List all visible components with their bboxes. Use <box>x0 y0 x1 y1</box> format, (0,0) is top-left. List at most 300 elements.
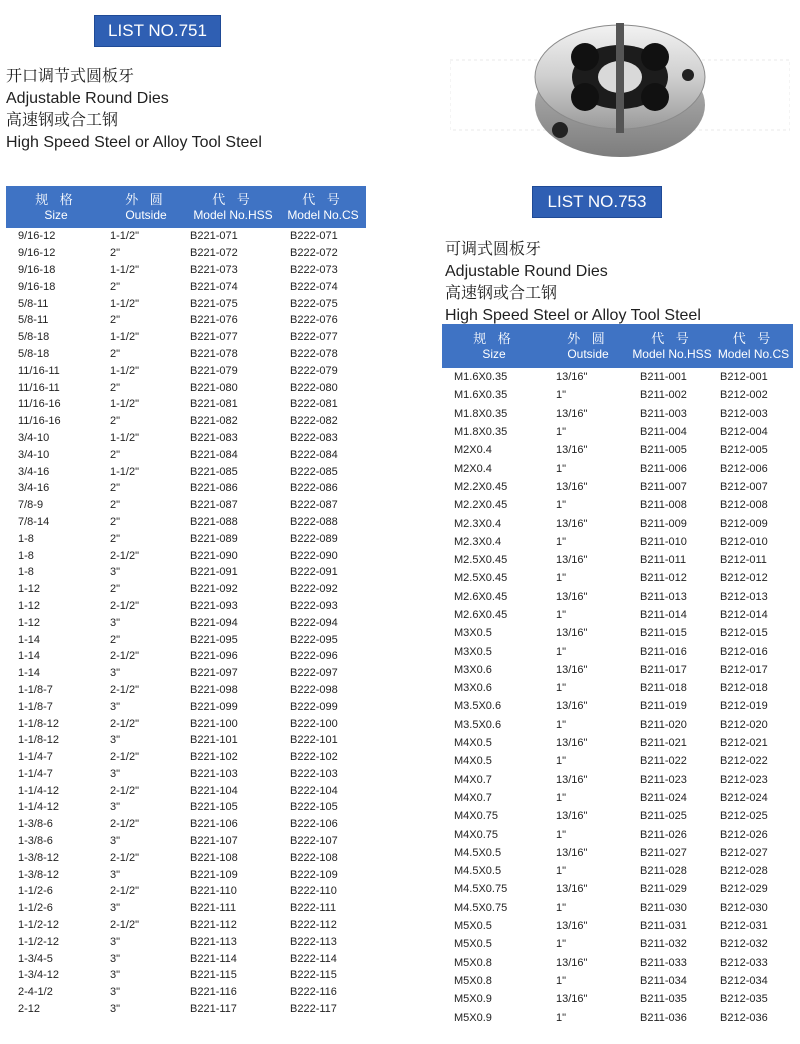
model-hss-cell: B211-010 <box>640 535 687 548</box>
table-row <box>442 862 793 880</box>
size-cell: M2.5X0.45 <box>454 572 508 585</box>
model-cs-cell: B222-079 <box>290 364 338 377</box>
table-row <box>442 844 793 862</box>
table-row <box>6 446 366 463</box>
model-hss-cell: B221-109 <box>190 868 238 881</box>
outside-cell: 1" <box>556 828 567 841</box>
model-hss-cell: B211-032 <box>640 938 687 951</box>
model-hss-cell: B221-087 <box>190 499 238 512</box>
model-cs-cell: B222-105 <box>290 801 338 814</box>
model-cs-cell: B222-103 <box>290 767 338 780</box>
model-hss-cell: B221-072 <box>190 247 238 260</box>
outside-cell: 3" <box>110 835 121 848</box>
model-cs-cell: B222-072 <box>290 247 338 260</box>
size-cell: 1-1/2-6 <box>18 902 53 915</box>
model-cs-cell: B222-108 <box>290 851 338 864</box>
model-cs-cell: B212-035 <box>720 993 768 1006</box>
outside-cell: 3" <box>110 566 121 579</box>
model-cs-cell: B212-015 <box>720 627 768 640</box>
size-cell: M4.5X0.75 <box>454 883 508 896</box>
outside-cell: 2" <box>110 415 121 428</box>
table-row <box>6 682 366 699</box>
size-cell: M4X0.5 <box>454 737 492 750</box>
model-cs-cell: B222-083 <box>290 431 338 444</box>
size-cell: 11/16-11 <box>18 364 60 377</box>
model-cs-cell: B222-092 <box>290 583 338 596</box>
table-row <box>6 950 366 967</box>
table-row <box>442 642 793 660</box>
model-cs-cell: B212-023 <box>720 773 768 786</box>
model-cs-cell: B212-003 <box>720 407 768 420</box>
model-cs-cell: B222-106 <box>290 818 338 831</box>
model-hss-cell: B221-076 <box>190 314 238 327</box>
table-row <box>442 441 793 459</box>
model-hss-cell: B211-024 <box>640 791 687 804</box>
outside-cell: 2" <box>110 633 121 646</box>
table-row <box>6 581 366 598</box>
model-hss-cell: B221-077 <box>190 331 238 344</box>
model-hss-cell: B211-013 <box>640 590 687 603</box>
model-hss-cell: B221-082 <box>190 415 238 428</box>
size-cell: M5X0.8 <box>454 974 492 987</box>
model-cs-cell: B222-078 <box>290 347 338 360</box>
table-row <box>6 833 366 850</box>
outside-cell: 3" <box>110 986 121 999</box>
model-cs-cell: B222-097 <box>290 667 338 680</box>
table-row <box>6 564 366 581</box>
list-753-material-en: High Speed Steel or Alloy Tool Steel <box>445 307 701 324</box>
table-row <box>6 732 366 749</box>
model-cs-cell: B222-094 <box>290 616 338 629</box>
outside-cell: 3" <box>110 935 121 948</box>
outside-cell: 1" <box>556 865 567 878</box>
table-row <box>442 496 793 514</box>
table-row <box>442 990 793 1008</box>
model-cs-cell: B212-004 <box>720 426 768 439</box>
model-hss-cell: B221-073 <box>190 263 238 276</box>
header-size: 规 格 Size <box>6 186 106 228</box>
outside-cell: 2-1/2" <box>110 851 139 864</box>
outside-cell: 13/16" <box>556 663 588 676</box>
table-row <box>6 866 366 883</box>
model-hss-cell: B211-012 <box>640 572 687 585</box>
size-cell: M1.8X0.35 <box>454 426 508 439</box>
table-row <box>6 883 366 900</box>
outside-cell: 1" <box>556 426 567 439</box>
model-cs-cell: B222-112 <box>290 919 337 932</box>
model-cs-cell: B212-014 <box>720 609 768 621</box>
table-row <box>442 697 793 715</box>
model-hss-cell: B221-083 <box>190 431 238 444</box>
size-cell: M1.8X0.35 <box>454 407 508 420</box>
outside-cell: 3" <box>110 1003 121 1016</box>
size-cell: 1-8 <box>18 532 34 545</box>
model-hss-cell: B211-021 <box>640 737 687 750</box>
model-hss-cell: B221-097 <box>190 667 238 680</box>
model-cs-cell: B212-027 <box>720 846 768 859</box>
size-cell: 1-12 <box>18 583 41 596</box>
size-cell: 2-12 <box>18 1003 41 1016</box>
outside-cell: 13/16" <box>556 371 588 384</box>
model-hss-cell: B211-002 <box>640 389 687 402</box>
model-hss-cell: B221-094 <box>190 616 238 629</box>
table-row <box>442 734 793 752</box>
model-hss-cell: B221-111 <box>190 902 237 915</box>
table-row <box>6 984 366 1001</box>
table-row <box>6 480 366 497</box>
model-hss-cell: B211-023 <box>640 773 687 786</box>
size-cell: M5X0.9 <box>454 1011 492 1024</box>
outside-cell: 3" <box>110 902 121 915</box>
model-cs-cell: B212-022 <box>720 755 768 768</box>
model-cs-cell: B222-107 <box>290 835 338 848</box>
table-row <box>442 569 793 587</box>
outside-cell: 13/16" <box>556 627 588 640</box>
size-cell: M4X0.75 <box>454 810 499 823</box>
table-row <box>6 1001 366 1018</box>
model-hss-cell: B211-005 <box>640 444 687 457</box>
model-hss-cell: B221-074 <box>190 280 238 293</box>
size-cell: M2.2X0.45 <box>454 480 508 493</box>
outside-cell: 13/16" <box>556 407 588 420</box>
table-header-row <box>6 186 366 228</box>
table-row <box>442 935 793 953</box>
model-hss-cell: B211-027 <box>640 846 687 859</box>
model-cs-cell: B212-011 <box>720 554 767 567</box>
table-row <box>6 782 366 799</box>
model-cs-cell: B212-007 <box>720 480 768 493</box>
header-outside: 外 圆 Outside <box>106 186 186 228</box>
outside-cell: 13/16" <box>556 993 588 1006</box>
size-cell: M3X0.6 <box>454 682 492 695</box>
model-cs-cell: B212-029 <box>720 883 768 896</box>
outside-cell: 3" <box>110 616 121 629</box>
size-cell: 1-1/2-12 <box>18 935 59 948</box>
model-hss-cell: B211-020 <box>640 718 687 731</box>
model-hss-cell: B221-101 <box>190 734 238 747</box>
table-row <box>6 933 366 950</box>
table-row <box>442 789 793 807</box>
table-row <box>6 497 366 514</box>
outside-cell: 3" <box>110 969 121 982</box>
outside-cell: 3" <box>110 734 121 747</box>
size-cell: M5X0.5 <box>454 920 492 933</box>
model-hss-cell: B221-079 <box>190 364 238 377</box>
list-751-material-cn: 高速钢或合工钢 <box>6 112 119 129</box>
size-cell: 9/16-18 <box>18 263 56 276</box>
size-cell: M2.3X0.4 <box>454 535 502 548</box>
table-row <box>442 386 793 404</box>
table-row <box>442 917 793 935</box>
table-row <box>442 1008 793 1026</box>
table-row <box>6 278 366 295</box>
model-cs-cell: B212-036 <box>720 1011 768 1024</box>
table-row <box>6 329 366 346</box>
table-row <box>6 967 366 984</box>
list-753-material-cn: 高速钢或合工钢 <box>445 285 558 302</box>
table-row <box>6 849 366 866</box>
table-row <box>442 368 793 386</box>
model-hss-cell: B211-034 <box>640 974 687 987</box>
size-cell: M3X0.6 <box>454 663 492 676</box>
size-cell: M4.5X0.5 <box>454 846 502 859</box>
outside-cell: 3" <box>110 868 121 881</box>
header-outside: 外 圆 Outside <box>546 324 630 368</box>
model-hss-cell: B211-017 <box>640 663 687 676</box>
size-cell: 3/4-16 <box>18 465 50 478</box>
model-cs-cell: B222-102 <box>290 751 338 764</box>
model-cs-cell: B212-020 <box>720 718 768 731</box>
header-model-hss: 代 号 Model No.HSS <box>186 186 280 228</box>
table-row <box>442 716 793 734</box>
model-hss-cell: B221-084 <box>190 448 238 461</box>
size-cell: 11/16-16 <box>18 415 61 428</box>
model-cs-cell: B212-030 <box>720 901 768 914</box>
size-cell: 1-12 <box>18 599 41 612</box>
outside-cell: 1-1/2" <box>110 331 139 344</box>
outside-cell: 1-1/2" <box>110 263 139 276</box>
model-cs-cell: B222-082 <box>290 415 338 428</box>
size-cell: M5X0.5 <box>454 938 492 951</box>
model-cs-cell: B222-099 <box>290 700 338 713</box>
list-753-title-en: Adjustable Round Dies <box>445 263 608 280</box>
model-hss-cell: B211-026 <box>640 828 687 841</box>
size-cell: 9/16-12 <box>18 230 56 243</box>
header-size: 规 格 Size <box>442 324 546 368</box>
outside-cell: 1" <box>556 572 567 585</box>
size-cell: 1-3/8-6 <box>18 835 53 848</box>
outside-cell: 2-1/2" <box>110 717 139 730</box>
model-hss-cell: B211-033 <box>640 956 687 969</box>
model-hss-cell: B211-015 <box>640 627 687 640</box>
list-753-table <box>442 324 793 1027</box>
size-cell: 1-8 <box>18 549 34 562</box>
outside-cell: 2-1/2" <box>110 818 139 831</box>
model-hss-cell: B221-081 <box>190 398 238 411</box>
model-cs-cell: B212-009 <box>720 517 768 530</box>
size-cell: 1-1/2-6 <box>18 885 53 898</box>
size-cell: 11/16-11 <box>18 381 60 394</box>
outside-cell: 13/16" <box>556 773 588 786</box>
list-751-material-en: High Speed Steel or Alloy Tool Steel <box>6 134 262 151</box>
model-cs-cell: B222-081 <box>290 398 338 411</box>
model-cs-cell: B222-098 <box>290 683 338 696</box>
outside-cell: 1" <box>556 791 567 804</box>
table-row <box>6 262 366 279</box>
model-cs-cell: B212-028 <box>720 865 768 878</box>
size-cell: M4.5X0.5 <box>454 865 502 878</box>
model-hss-cell: B211-016 <box>640 645 687 658</box>
model-hss-cell: B221-078 <box>190 347 238 360</box>
outside-cell: 2-1/2" <box>110 683 139 696</box>
outside-cell: 2-1/2" <box>110 784 139 797</box>
model-hss-cell: B221-106 <box>190 818 238 831</box>
size-cell: 9/16-12 <box>18 247 56 260</box>
model-hss-cell: B211-011 <box>640 554 687 567</box>
outside-cell: 13/16" <box>556 480 588 493</box>
model-cs-cell: B222-091 <box>290 566 338 579</box>
outside-cell: 13/16" <box>556 810 588 823</box>
size-cell: M3.5X0.6 <box>454 718 502 731</box>
size-cell: 1-1/4-12 <box>18 801 59 814</box>
outside-cell: 13/16" <box>556 846 588 859</box>
model-hss-cell: B211-025 <box>640 810 687 823</box>
outside-cell: 1" <box>556 645 567 658</box>
model-cs-cell: B222-089 <box>290 532 338 545</box>
model-cs-cell: B212-032 <box>720 938 768 951</box>
size-cell: M2.6X0.45 <box>454 590 508 603</box>
size-cell: 5/8-11 <box>18 314 49 327</box>
model-cs-cell: B222-100 <box>290 717 338 730</box>
outside-cell: 13/16" <box>556 554 588 567</box>
model-hss-cell: B221-115 <box>190 969 237 982</box>
size-cell: 5/8-11 <box>18 297 49 310</box>
table-row <box>6 749 366 766</box>
model-hss-cell: B211-031 <box>640 920 687 933</box>
model-hss-cell: B221-090 <box>190 549 238 562</box>
size-cell: 1-1/4-12 <box>18 784 59 797</box>
outside-cell: 1" <box>556 389 567 402</box>
size-cell: 1-1/4-7 <box>18 767 53 780</box>
outside-cell: 3" <box>110 801 121 814</box>
table-row <box>6 463 366 480</box>
model-cs-cell: B212-010 <box>720 535 768 548</box>
size-cell: 1-3/8-12 <box>18 851 59 864</box>
table-row <box>442 972 793 990</box>
list-753-badge: LIST NO.753 <box>532 186 662 218</box>
model-cs-cell: B222-114 <box>290 952 337 965</box>
size-cell: M2X0.4 <box>454 462 492 475</box>
model-cs-cell: B222-073 <box>290 263 338 276</box>
size-cell: 1-3/4-12 <box>18 969 59 982</box>
outside-cell: 1-1/2" <box>110 364 139 377</box>
model-cs-cell: B212-031 <box>720 920 768 933</box>
model-hss-cell: B211-035 <box>640 993 687 1006</box>
model-cs-cell: B222-115 <box>290 969 337 982</box>
model-cs-cell: B212-012 <box>720 572 768 585</box>
size-cell: M2X0.4 <box>454 444 492 457</box>
model-hss-cell: B211-019 <box>640 700 687 713</box>
model-cs-cell: B222-076 <box>290 314 338 327</box>
model-hss-cell: B221-114 <box>190 952 237 965</box>
model-hss-cell: B211-018 <box>640 682 687 695</box>
model-hss-cell: B221-107 <box>190 835 238 848</box>
outside-cell: 1-1/2" <box>110 465 139 478</box>
outside-cell: 2" <box>110 347 121 360</box>
table-row <box>6 396 366 413</box>
outside-cell: 1" <box>556 535 567 548</box>
table-row <box>6 766 366 783</box>
model-hss-cell: B221-085 <box>190 465 238 478</box>
model-hss-cell: B221-117 <box>190 1003 237 1016</box>
model-cs-cell: B212-013 <box>720 590 768 603</box>
list-751-table <box>6 186 366 1017</box>
model-cs-cell: B222-077 <box>290 331 338 344</box>
outside-cell: 2" <box>110 482 121 495</box>
model-hss-cell: B221-086 <box>190 482 238 495</box>
model-cs-cell: B212-016 <box>720 645 768 658</box>
model-hss-cell: B211-001 <box>640 371 687 384</box>
size-cell: M1.6X0.35 <box>454 371 508 384</box>
outside-cell: 13/16" <box>556 700 588 713</box>
outside-cell: 3" <box>110 767 121 780</box>
model-hss-cell: B221-102 <box>190 751 238 764</box>
list-751-badge: LIST NO.751 <box>94 15 221 47</box>
round-die-photo <box>450 5 790 165</box>
model-cs-cell: B222-087 <box>290 499 338 512</box>
size-cell: 1-3/4-5 <box>18 952 53 965</box>
table-row <box>6 228 366 245</box>
model-cs-cell: B222-101 <box>290 734 338 747</box>
outside-cell: 2-1/2" <box>110 885 139 898</box>
table-header-row <box>442 324 793 368</box>
model-hss-cell: B221-089 <box>190 532 238 545</box>
model-hss-cell: B211-003 <box>640 407 687 420</box>
table-row <box>442 825 793 843</box>
model-hss-cell: B221-071 <box>190 230 238 243</box>
list-753-titles <box>445 239 701 327</box>
size-cell: 1-12 <box>18 616 41 629</box>
size-cell: M4X0.5 <box>454 755 492 768</box>
model-hss-cell: B221-095 <box>190 633 238 646</box>
model-cs-cell: B212-019 <box>720 700 768 713</box>
size-cell: 9/16-18 <box>18 280 56 293</box>
model-cs-cell: B222-110 <box>290 885 337 898</box>
model-cs-cell: B212-026 <box>720 828 768 841</box>
model-cs-cell: B212-024 <box>720 791 768 804</box>
size-cell: 1-1/8-7 <box>18 700 53 713</box>
outside-cell: 2-1/2" <box>110 599 139 612</box>
table-row <box>6 698 366 715</box>
table-row <box>442 606 793 624</box>
outside-cell: 2" <box>110 499 121 512</box>
model-hss-cell: B221-092 <box>190 583 238 596</box>
header-model-hss: 代 号 Model No.HSS <box>630 324 714 368</box>
size-cell: 1-1/8-12 <box>18 717 59 730</box>
model-hss-cell: B221-108 <box>190 851 238 864</box>
outside-cell: 1" <box>556 499 567 512</box>
size-cell: 11/16-16 <box>18 398 61 411</box>
outside-cell: 2" <box>110 448 121 461</box>
table-row <box>442 478 793 496</box>
size-cell: 1-1/8-7 <box>18 683 53 696</box>
model-cs-cell: B212-018 <box>720 682 768 695</box>
outside-cell: 3" <box>110 700 121 713</box>
size-cell: M2.2X0.45 <box>454 499 508 512</box>
model-cs-cell: B222-080 <box>290 381 338 394</box>
size-cell: M2.3X0.4 <box>454 517 502 530</box>
outside-cell: 2-1/2" <box>110 650 139 663</box>
size-cell: M3.5X0.6 <box>454 700 502 713</box>
outside-cell: 2-1/2" <box>110 751 139 764</box>
size-cell: 5/8-18 <box>18 347 50 360</box>
size-cell: 1-1/2-12 <box>18 919 59 932</box>
model-cs-cell: B212-005 <box>720 444 768 457</box>
outside-cell: 13/16" <box>556 883 588 896</box>
size-cell: 7/8-14 <box>18 515 50 528</box>
size-cell: M4.5X0.75 <box>454 901 508 914</box>
table-row <box>6 514 366 531</box>
size-cell: M4X0.75 <box>454 828 499 841</box>
model-cs-cell: B222-109 <box>290 868 338 881</box>
table-row <box>442 752 793 770</box>
size-cell: 1-14 <box>18 650 41 663</box>
table-row <box>442 624 793 642</box>
table-row <box>6 413 366 430</box>
size-cell: 1-1/8-12 <box>18 734 59 747</box>
size-cell: 3/4-16 <box>18 482 50 495</box>
table-row <box>6 614 366 631</box>
